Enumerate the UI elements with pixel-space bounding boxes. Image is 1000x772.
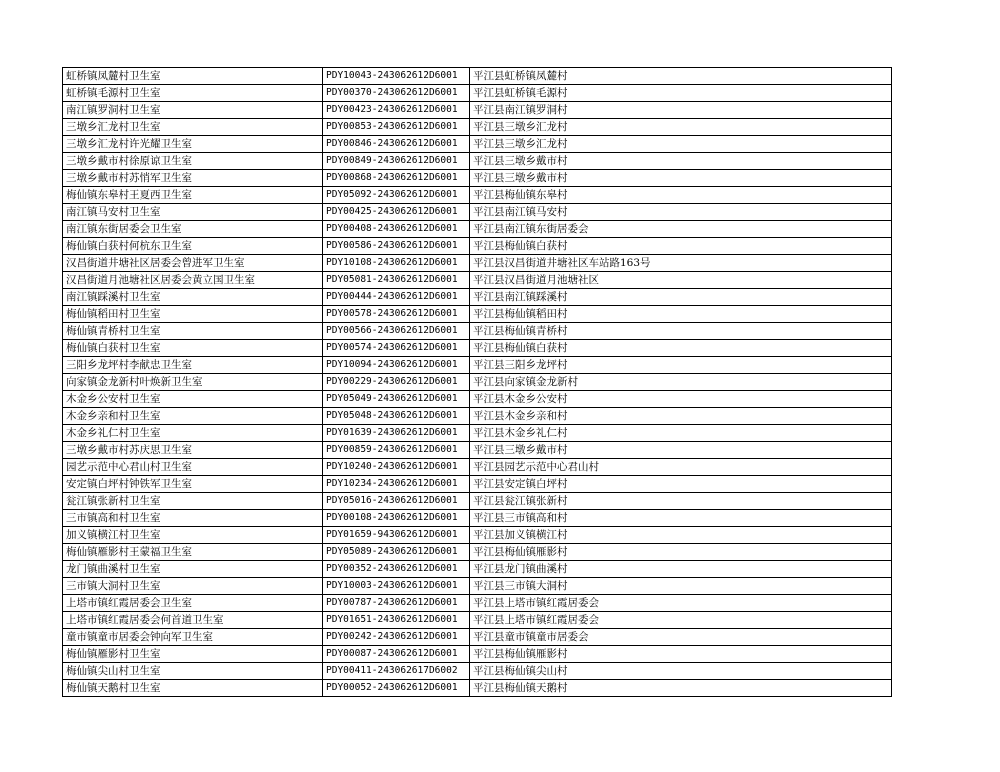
address-cell: 平江县南江镇马安村: [470, 204, 892, 221]
clinic-name-cell: 瓮江镇张新村卫生室: [63, 493, 323, 510]
clinic-name-cell: 梅仙镇稻田村卫生室: [63, 306, 323, 323]
clinic-name-cell: 梅仙镇白获村何杭东卫生室: [63, 238, 323, 255]
table-row: [63, 119, 892, 136]
clinic-name-cell: 园艺示范中心君山村卫生室: [63, 459, 323, 476]
license-code-cell: PDY10094-243062612D6001: [323, 357, 470, 374]
address-cell: 平江县瓮江镇张新村: [470, 493, 892, 510]
table-row: [63, 102, 892, 119]
table-row: [63, 561, 892, 578]
clinic-name-cell: 三阳乡龙坪村李献忠卫生室: [63, 357, 323, 374]
address-cell: 平江县汉昌街道月池塘社区: [470, 272, 892, 289]
table-row: [63, 663, 892, 680]
license-code-cell: PDY05049-243062612D6001: [323, 391, 470, 408]
license-code-cell: PDY10240-243062612D6001: [323, 459, 470, 476]
license-code-cell: PDY00108-243062612D6001: [323, 510, 470, 527]
license-code-cell: PDY05048-243062612D6001: [323, 408, 470, 425]
table-row: [63, 578, 892, 595]
address-cell: 平江县虹桥镇凤麓村: [470, 68, 892, 85]
address-cell: 平江县虹桥镇毛源村: [470, 85, 892, 102]
license-code-cell: PDY05016-243062612D6001: [323, 493, 470, 510]
table-row: [63, 136, 892, 153]
table-row: [63, 170, 892, 187]
table-row: [63, 544, 892, 561]
clinic-name-cell: 三市镇高和村卫生室: [63, 510, 323, 527]
address-cell: 平江县南江镇踩溪村: [470, 289, 892, 306]
license-code-cell: PDY01651-243062612D6001: [323, 612, 470, 629]
license-code-cell: PDY00444-243062612D6001: [323, 289, 470, 306]
table-row: [63, 493, 892, 510]
table-row: [63, 204, 892, 221]
clinic-name-cell: 三墩乡戴市村苏庆思卫生室: [63, 442, 323, 459]
license-code-cell: PDY00787-243062612D6001: [323, 595, 470, 612]
address-cell: 平江县加义镇横江村: [470, 527, 892, 544]
license-code-cell: PDY01639-243062612D6001: [323, 425, 470, 442]
license-code-cell: PDY00849-243062612D6001: [323, 153, 470, 170]
address-cell: 平江县向家镇金龙新村: [470, 374, 892, 391]
clinic-name-cell: 梅仙镇白获村卫生室: [63, 340, 323, 357]
table-row: [63, 374, 892, 391]
table-row: [63, 85, 892, 102]
clinic-name-cell: 梅仙镇青桥村卫生室: [63, 323, 323, 340]
address-cell: 平江县三市镇高和村: [470, 510, 892, 527]
table-row: [63, 442, 892, 459]
table-row: [63, 68, 892, 85]
license-code-cell: PDY00242-243062612D6001: [323, 629, 470, 646]
address-cell: 平江县三墩乡戴市村: [470, 153, 892, 170]
license-code-cell: PDY00408-243062612D6001: [323, 221, 470, 238]
license-code-cell: PDY00087-243062612D6001: [323, 646, 470, 663]
license-code-cell: PDY00411-243062617D6002: [323, 663, 470, 680]
clinic-name-cell: 木金乡亲和村卫生室: [63, 408, 323, 425]
clinic-name-cell: 梅仙镇雁影村王蒙福卫生室: [63, 544, 323, 561]
clinic-name-cell: 安定镇白坪村钟铁军卫生室: [63, 476, 323, 493]
address-cell: 平江县三墩乡戴市村: [470, 170, 892, 187]
address-cell: 平江县三市镇大洞村: [470, 578, 892, 595]
address-cell: 平江县上塔市镇红霞居委会: [470, 612, 892, 629]
table-body: [63, 68, 892, 697]
license-code-cell: PDY00853-243062612D6001: [323, 119, 470, 136]
license-code-cell: PDY05081-243062612D6001: [323, 272, 470, 289]
address-cell: 平江县南江镇东街居委会: [470, 221, 892, 238]
clinic-name-cell: 木金乡礼仁村卫生室: [63, 425, 323, 442]
table-row: [63, 289, 892, 306]
license-code-cell: PDY00423-243062612D6001: [323, 102, 470, 119]
clinic-name-cell: 童市镇童市居委会钟向军卫生室: [63, 629, 323, 646]
license-code-cell: PDY10234-243062612D6001: [323, 476, 470, 493]
table-row: [63, 238, 892, 255]
clinic-name-cell: 三市镇大洞村卫生室: [63, 578, 323, 595]
table-row: [63, 595, 892, 612]
table-row: [63, 272, 892, 289]
clinic-table: [62, 67, 892, 697]
clinic-name-cell: 向家镇金龙新村叶焕新卫生室: [63, 374, 323, 391]
clinic-name-cell: 南江镇东街居委会卫生室: [63, 221, 323, 238]
license-code-cell: PDY00846-243062612D6001: [323, 136, 470, 153]
clinic-name-cell: 三墩乡汇龙村许光耀卫生室: [63, 136, 323, 153]
clinic-name-cell: 龙门镇曲溪村卫生室: [63, 561, 323, 578]
address-cell: 平江县龙门镇曲溪村: [470, 561, 892, 578]
table-row: [63, 187, 892, 204]
table-row: [63, 255, 892, 272]
license-code-cell: PDY00425-243062612D6001: [323, 204, 470, 221]
address-cell: 平江县南江镇罗洞村: [470, 102, 892, 119]
clinic-name-cell: 汉昌街道月池塘社区居委会黄立国卫生室: [63, 272, 323, 289]
license-code-cell: PDY10108-243062612D6001: [323, 255, 470, 272]
clinic-name-cell: 三墩乡戴市村苏悄军卫生室: [63, 170, 323, 187]
address-cell: 平江县三墩乡戴市村: [470, 442, 892, 459]
license-code-cell: PDY00859-243062612D6001: [323, 442, 470, 459]
license-code-cell: PDY00578-243062612D6001: [323, 306, 470, 323]
table-row: [63, 646, 892, 663]
address-cell: 平江县三墩乡汇龙村: [470, 136, 892, 153]
clinic-name-cell: 上塔市镇红霞居委会卫生室: [63, 595, 323, 612]
license-code-cell: PDY00229-243062612D6001: [323, 374, 470, 391]
address-cell: 平江县梅仙镇雁影村: [470, 646, 892, 663]
table-row: [63, 425, 892, 442]
address-cell: 平江县梅仙镇稻田村: [470, 306, 892, 323]
address-cell: 平江县三阳乡龙坪村: [470, 357, 892, 374]
table-row: [63, 459, 892, 476]
address-cell: 平江县梅仙镇天鹅村: [470, 680, 892, 697]
clinic-name-cell: 虹桥镇凤麓村卫生室: [63, 68, 323, 85]
clinic-name-cell: 虹桥镇毛源村卫生室: [63, 85, 323, 102]
table-row: [63, 306, 892, 323]
license-code-cell: PDY05092-243062612D6001: [323, 187, 470, 204]
address-cell: 平江县汉昌街道井塘社区车站路163号: [470, 255, 892, 272]
table-row: [63, 527, 892, 544]
address-cell: 平江县梅仙镇白获村: [470, 238, 892, 255]
table-row: [63, 680, 892, 697]
address-cell: 平江县木金乡亲和村: [470, 408, 892, 425]
table-row: [63, 510, 892, 527]
clinic-name-cell: 南江镇罗洞村卫生室: [63, 102, 323, 119]
license-code-cell: PDY00574-243062612D6001: [323, 340, 470, 357]
table-row: [63, 629, 892, 646]
table-row: [63, 357, 892, 374]
address-cell: 平江县童市镇童市居委会: [470, 629, 892, 646]
address-cell: 平江县梅仙镇尖山村: [470, 663, 892, 680]
clinic-name-cell: 三墩乡汇龙村卫生室: [63, 119, 323, 136]
clinic-name-cell: 南江镇马安村卫生室: [63, 204, 323, 221]
table-row: [63, 323, 892, 340]
clinic-name-cell: 加义镇横江村卫生室: [63, 527, 323, 544]
table-row: [63, 221, 892, 238]
license-code-cell: PDY10003-243062612D6001: [323, 578, 470, 595]
table-row: [63, 476, 892, 493]
table-row: [63, 391, 892, 408]
clinic-name-cell: 三墩乡戴市村徐原谅卫生室: [63, 153, 323, 170]
address-cell: 平江县木金乡公安村: [470, 391, 892, 408]
clinic-name-cell: 南江镇踩溪村卫生室: [63, 289, 323, 306]
clinic-name-cell: 梅仙镇雁影村卫生室: [63, 646, 323, 663]
table-row: [63, 153, 892, 170]
clinic-name-cell: 梅仙镇东皋村王夏西卫生室: [63, 187, 323, 204]
clinic-name-cell: 木金乡公安村卫生室: [63, 391, 323, 408]
address-cell: 平江县木金乡礼仁村: [470, 425, 892, 442]
clinic-name-cell: 上塔市镇红霞居委会何首道卫生室: [63, 612, 323, 629]
license-code-cell: PDY01659-943062612D6001: [323, 527, 470, 544]
address-cell: 平江县园艺示范中心君山村: [470, 459, 892, 476]
license-code-cell: PDY00352-243062612D6001: [323, 561, 470, 578]
address-cell: 平江县梅仙镇雁影村: [470, 544, 892, 561]
license-code-cell: PDY00370-243062612D6001: [323, 85, 470, 102]
clinic-name-cell: 梅仙镇尖山村卫生室: [63, 663, 323, 680]
clinic-name-cell: 汉昌街道井塘社区居委会曾进军卫生室: [63, 255, 323, 272]
table-row: [63, 340, 892, 357]
address-cell: 平江县安定镇白坪村: [470, 476, 892, 493]
license-code-cell: PDY05089-243062612D6001: [323, 544, 470, 561]
address-cell: 平江县梅仙镇白获村: [470, 340, 892, 357]
table-row: [63, 408, 892, 425]
address-cell: 平江县三墩乡汇龙村: [470, 119, 892, 136]
address-cell: 平江县上塔市镇红霞居委会: [470, 595, 892, 612]
license-code-cell: PDY10043-243062612D6001: [323, 68, 470, 85]
license-code-cell: PDY00868-243062612D6001: [323, 170, 470, 187]
license-code-cell: PDY00052-243062612D6001: [323, 680, 470, 697]
clinic-name-cell: 梅仙镇天鹅村卫生室: [63, 680, 323, 697]
license-code-cell: PDY00566-243062612D6001: [323, 323, 470, 340]
address-cell: 平江县梅仙镇东皋村: [470, 187, 892, 204]
address-cell: 平江县梅仙镇青桥村: [470, 323, 892, 340]
license-code-cell: PDY00586-243062612D6001: [323, 238, 470, 255]
table-row: [63, 612, 892, 629]
